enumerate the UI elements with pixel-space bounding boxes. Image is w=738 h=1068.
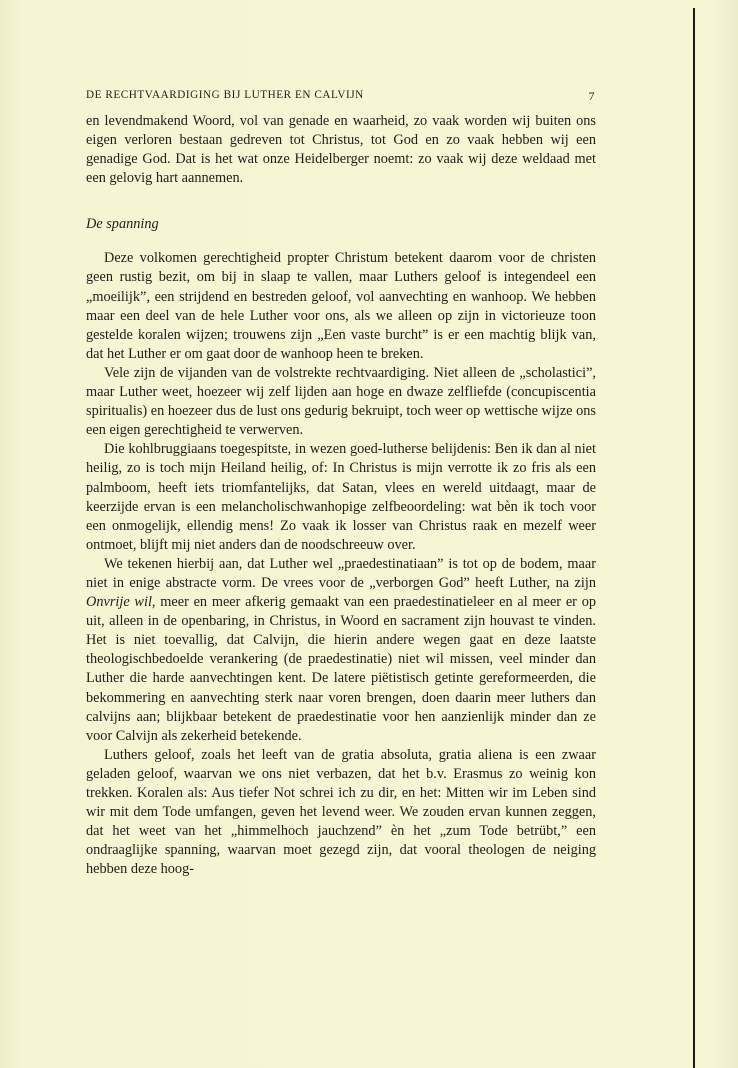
body-text — [86, 112, 596, 879]
paragraph-spanning-1: Deze volkomen gerechtigheid propter Christum betekent daarom voor de christen geen rustig bezit, om bij in slaap te vallen, maar Luthers geloof is integendeel een „moeilijk”, een strijdend en bestreden geloof, vol aanvechting en wanhoop. We hebben maar een deel van de hele Luther voor ons, als we alleen op zijn in victorieuze toon gestelde koralen wijzen; trouwens zijn „Een vaste burcht” is er een machtig blijk van, dat het Luther er om gaat door de wanhoop heen te breken. — [86, 250, 596, 362]
page-number: 7 — [588, 89, 595, 103]
section-heading: De spanning — [86, 216, 159, 233]
running-title: DE RECHTVAARDIGING BIJ LUTHER EN CALVIJN — [86, 89, 364, 101]
paragraph-spanning-3: Die kohlbruggiaans toegespitste, in wezen goed-lutherse belijdenis: Ben ik dan al niet heilig, zo is toch mijn Heiland heilig, of: In Christus is mijn verrotte ik zo fris als een palmboom, heeft iets triomfantelijks, dat Satan, vlees en wereld uitdaagt, maar de keerzijde ervan is een melancholischwanhopige zelfbeoordeling: wat bèn ik toch voor een onmogelijk, ellendig mens! Zo vaak ik losser van Christus raak en mezelf weer ontmoet, blijft mij niet anders dan de noodschreeuw over. — [86, 441, 596, 553]
paragraph-spanning-2: Vele zijn de vijanden van de volstrekte rechtvaardiging. Niet alleen de „scholastici”, maar Luther weet, hoezeer wij zelf lijden aan hoge en dwaze zelfliefde (concupiscentia spiritualis) en hoezeer dus de lust ons gedurig bekruipt, toch weer op wettische wijze ons een eigen gerechtigheid te verwerven. — [86, 364, 596, 439]
paragraph-predestination — [86, 555, 596, 746]
scan-edge-line — [693, 8, 695, 1068]
predestination-text-end: meer en meer afkerig gemaakt van een praedestinatieleer en al meer er op uit, alleen in de openbaring, in Christus, in Woord en sacrament zijn houvast te vinden. Het is niet toevallig, dat Calvijn, die hierin andere wegen gaat en deze laatste theologischbedoelde verankering (de praedestinatie) niet wil missen, veel minder dan Luther die harde aanvechtingen kent. De latere piëtistisch getinte gereformeerden, die bekommering en aanvechting sterk naar voren brengen, doen daarin meer luthers dan calvijns aan; blijkbaar betekent de praedestinatie voor hen aanzienlijk minder dan ze voor Calvijn als zekerheid betekende. — [86, 594, 596, 744]
running-header — [86, 89, 597, 103]
predestination-text-start: We tekenen hierbij aan, dat Luther wel „praedestinatiaan” is tot op de bodem, maar niet in enige abstracte vorm. De vrees voor de „verborgen God” heeft Luther, na zijn — [86, 555, 596, 591]
book-title-onvrije-wil: Onvrije wil, — [86, 594, 156, 611]
opening-paragraph: en levendmakend Woord, vol van genade en waarheid, zo vaak worden wij buiten ons eigen verloren bestaan gedreven tot Christus, tot God en zo vaak hebben wij een genadige God. Dat is het wat onze Heidelberger noemt: zo vaak wij deze weldaad met een gelovig hart aannemen. — [86, 113, 596, 187]
closing-paragraph: Luthers geloof, zoals het leeft van de gratia absoluta, gratia aliena is een zwaar geladen geloof, waarvan we ons niet verbazen, dat het b.v. Erasmus zo weinig kon trekken. Koralen als: Aus tiefer Not schrei ich zu dir, en het: Mitten wir im Leben sind wir mit dem Tode umfangen, geven het levend weer. We zouden ervan kunnen zeggen, dat het weet van het „himmelhoch jauchzend” èn het „zum Tode betrübt,” een ondraaglijke spanning, waarvan moet gezegd zijn, dat vooral theologen de neiging hebben deze hoog- — [86, 746, 596, 878]
